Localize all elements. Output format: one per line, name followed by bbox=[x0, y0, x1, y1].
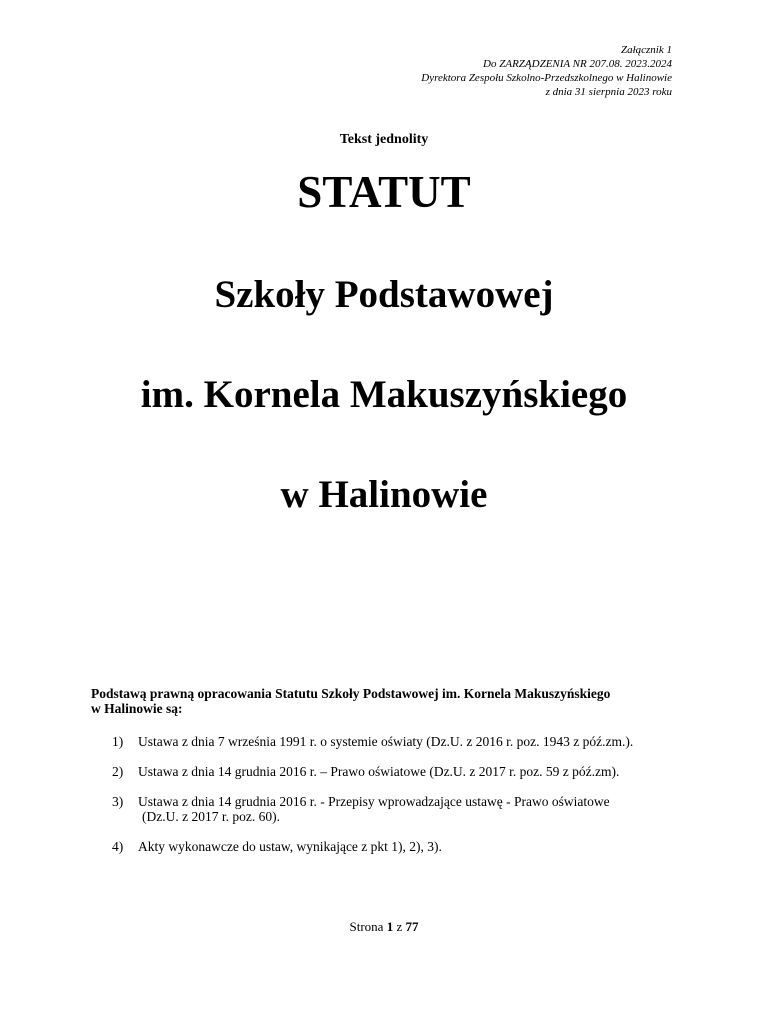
document-title-statut: STATUT bbox=[297, 167, 471, 217]
list-item-line: Ustawa z dnia 14 grudnia 2016 r. – Prawo oświatowe (Dz.U. z 2017 r. poz. 59 z póź.zm). bbox=[138, 764, 620, 779]
list-item-text bbox=[138, 794, 610, 824]
total-page-count: 77 bbox=[405, 919, 419, 934]
list-item-text bbox=[138, 734, 633, 749]
annex-line-2: Do ZARZĄDZENIA NR 207.08. 2023.2024 bbox=[483, 58, 672, 70]
list-item-number: 1) bbox=[112, 734, 124, 749]
legal-basis-intro-line-1: Podstawą prawną opracowania Statutu Szkoły Podstawowej im. Kornela Makuszyńskiego bbox=[91, 686, 611, 701]
annex-line-3: Dyrektora Zespołu Szkolno-Przedszkolnego w Halinowie bbox=[421, 72, 672, 84]
unified-text-label: Tekst jednolity bbox=[339, 132, 429, 147]
page-label: Strona bbox=[349, 919, 384, 934]
document-title-patron: im. Kornela Makuszyńskiego bbox=[140, 373, 628, 416]
list-item-number: 2) bbox=[112, 764, 124, 779]
list-item-text bbox=[138, 839, 442, 854]
list-item-text bbox=[138, 764, 619, 779]
page-footer bbox=[0, 919, 768, 935]
list-item bbox=[112, 734, 712, 749]
annex-header bbox=[421, 43, 672, 99]
annex-line-4: z dnia 31 sierpnia 2023 roku bbox=[545, 86, 672, 98]
document-title-school: Szkoły Podstawowej bbox=[214, 273, 554, 316]
list-item-line: Ustawa z dnia 7 września 1991 r. o systemie oświaty (Dz.U. z 2016 r. poz. 1943 z póź.zm.). bbox=[138, 734, 634, 749]
legal-basis-list bbox=[112, 734, 712, 869]
list-item bbox=[112, 764, 712, 779]
list-item bbox=[112, 839, 712, 854]
list-item bbox=[112, 794, 712, 824]
list-item-line: Ustawa z dnia 14 grudnia 2016 r. - Przepisy wprowadzające ustawę - Prawo oświatowe bbox=[138, 794, 610, 809]
current-page-number: 1 bbox=[386, 919, 394, 934]
page-separator: z bbox=[396, 919, 403, 934]
document-title-town: w Halinowie bbox=[280, 473, 488, 516]
list-item-number: 4) bbox=[112, 839, 124, 854]
legal-basis-intro-line-2: w Halinowie są: bbox=[91, 701, 183, 716]
legal-basis-intro bbox=[91, 686, 691, 716]
list-item-line-continued: (Dz.U. z 2017 r. poz. 60). bbox=[142, 809, 280, 824]
annex-line-1: Załącznik 1 bbox=[620, 44, 672, 56]
list-item-number: 3) bbox=[112, 794, 124, 809]
list-item-line: Akty wykonawcze do ustaw, wynikające z pkt 1), 2), 3). bbox=[138, 839, 442, 854]
